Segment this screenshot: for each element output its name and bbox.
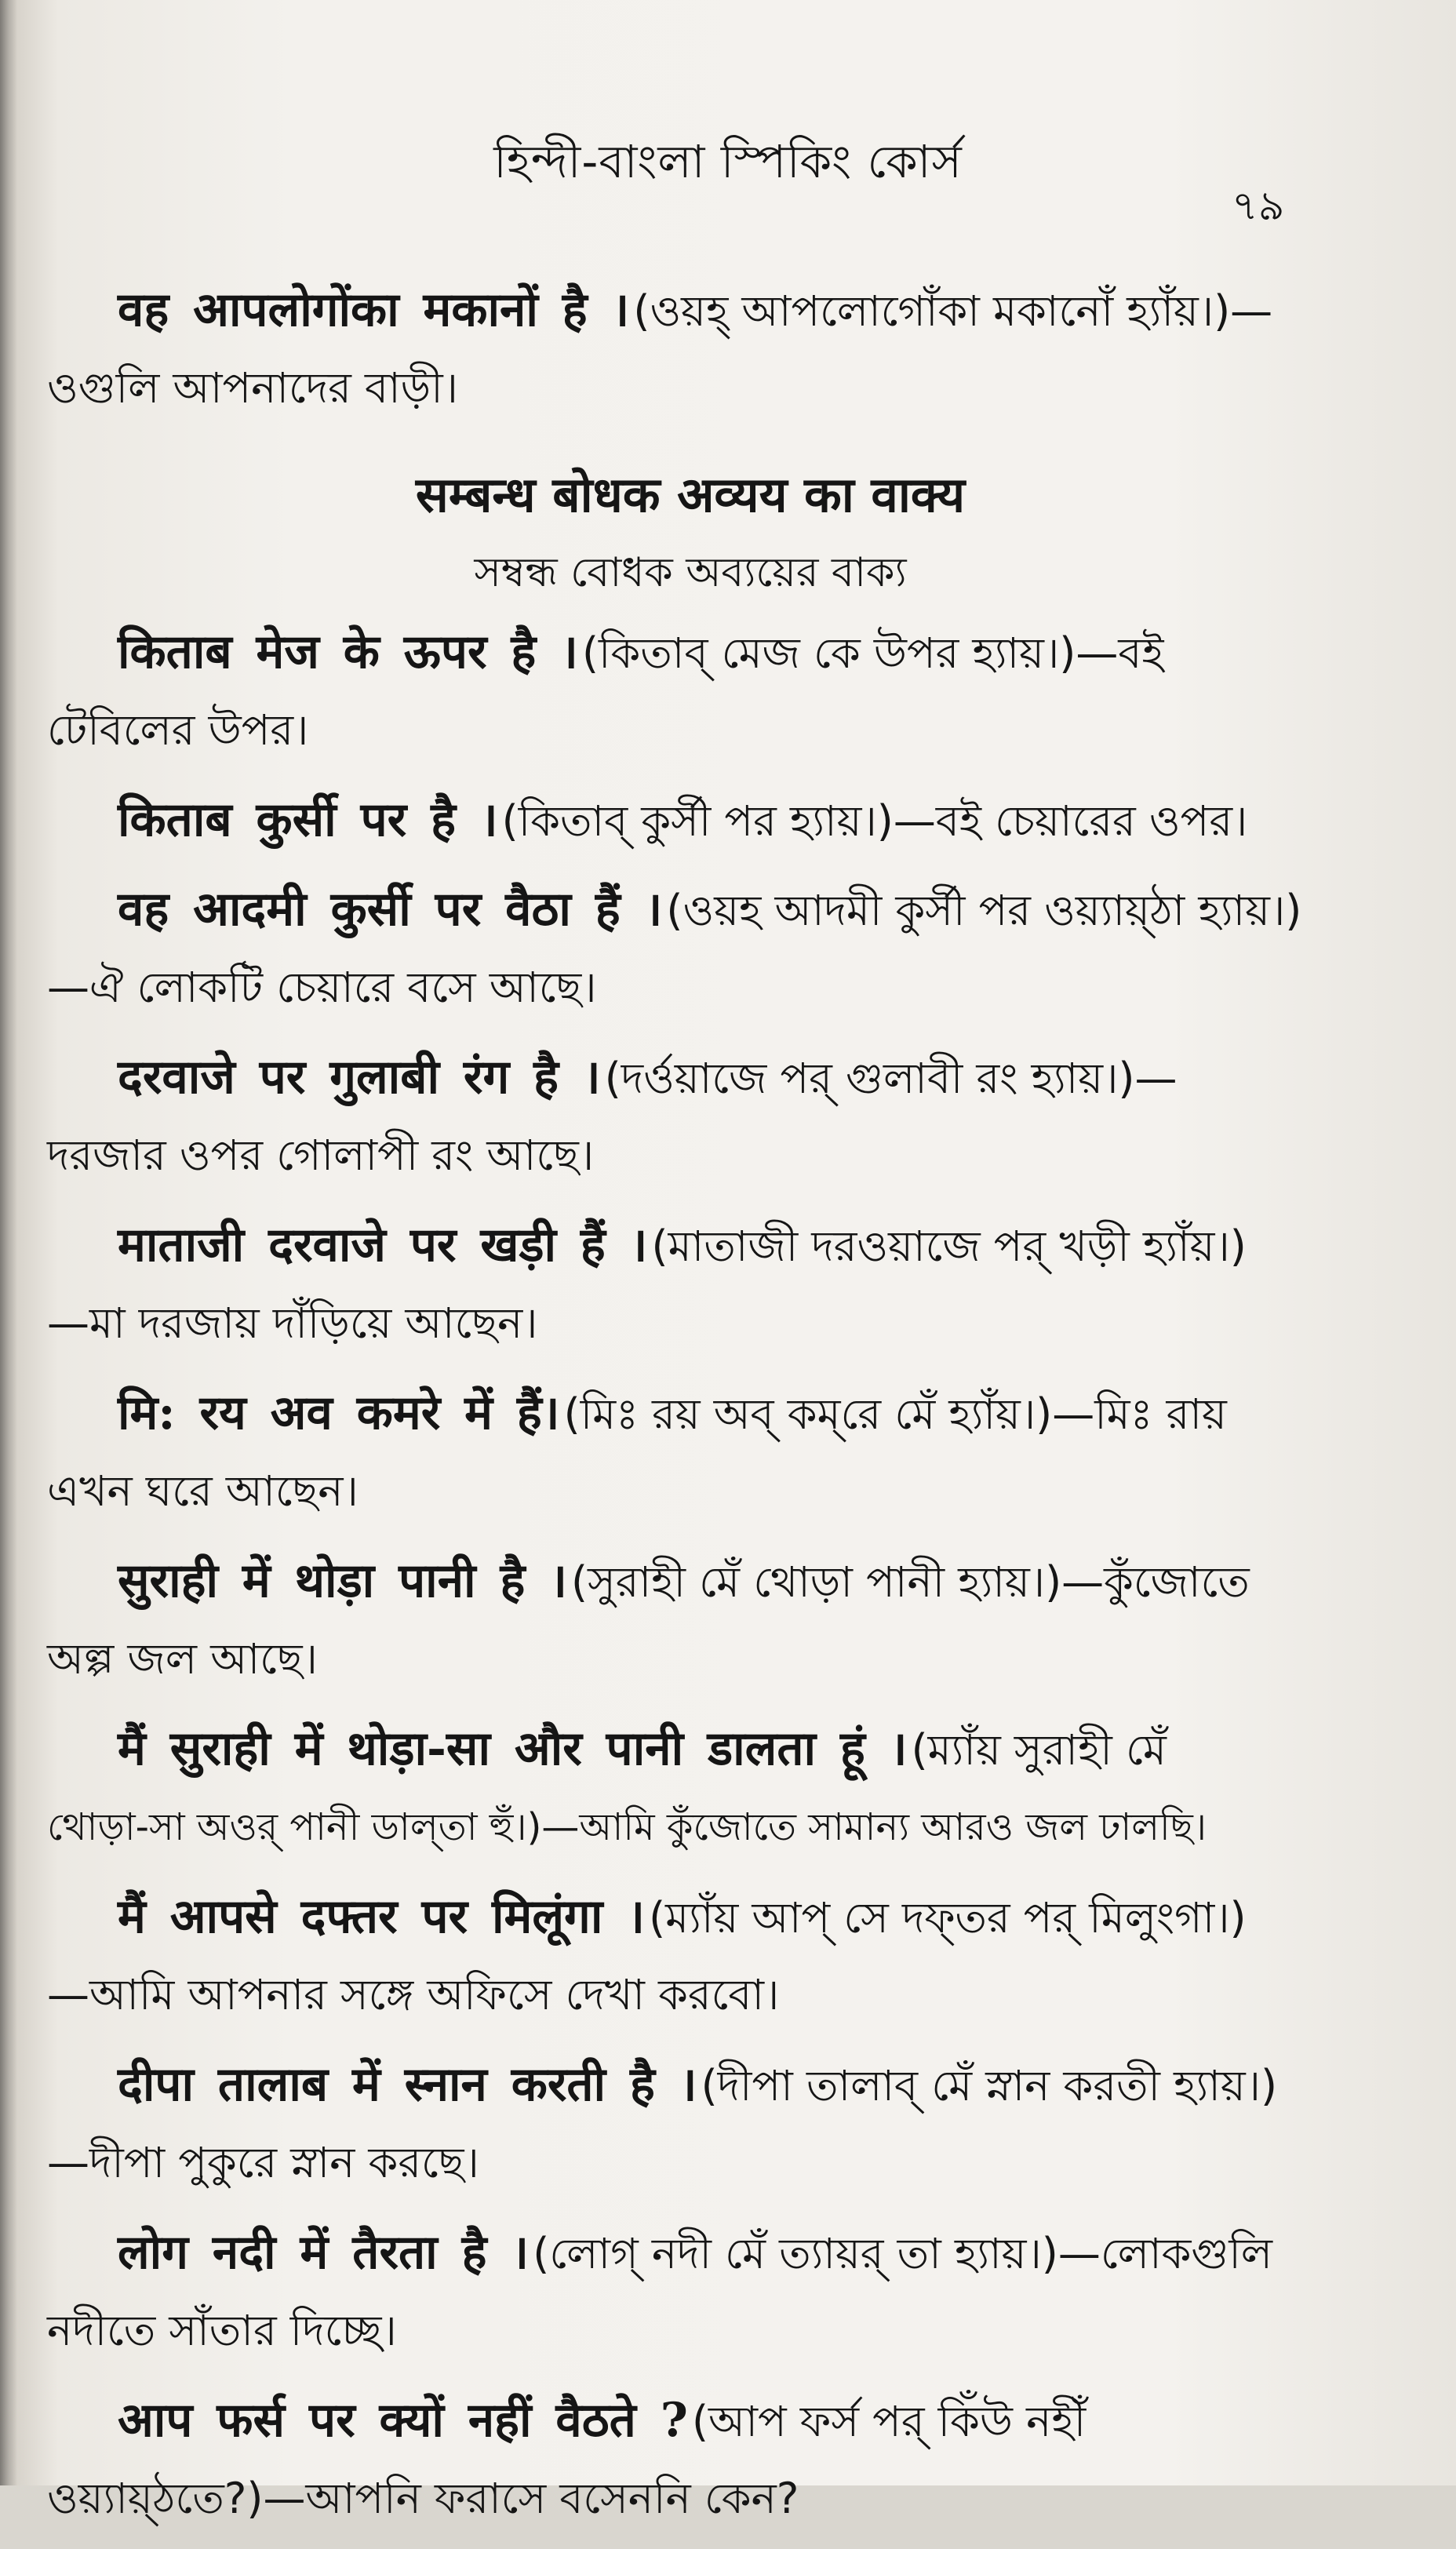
intro-sentence (47, 271, 1334, 428)
page-body (47, 271, 1334, 2549)
sentence-line-2 (47, 1284, 1334, 1363)
hindi-sentence: मि: रय अव कमरे में हैं। (118, 1386, 560, 1440)
bengali-translation: দরজার ওপর গোলাপী রং আছে। (47, 1131, 595, 1180)
binding-shadow (0, 0, 17, 2485)
intro-line-2 (47, 349, 1334, 428)
bengali-transliteration: (মিঃ রয় অব্ কম্‌রে মেঁ হ্যাঁয়।)—মিঃ রায় (563, 1389, 1227, 1439)
bengali-translation: —মা দরজায় দাঁড়িয়ে আছেন। (47, 1298, 538, 1348)
bengali-transliteration: (দীপা তালাব্ মেঁ স্নান করতী হ্যায়।) (701, 2061, 1278, 2110)
sentence-line-1 (47, 1542, 1334, 1620)
bengali-transliteration: (লোগ্ নদী মেঁ ত্যায়র্ তা হ্যায়।)—লোকগুলি (533, 2229, 1273, 2278)
sentence-line-1 (47, 1038, 1334, 1116)
bengali-translation: —দীপা পুকুরে স্নান করছে। (47, 2138, 479, 2187)
sentence-line-1 (47, 1877, 1334, 1956)
sentence-entry (47, 1877, 1334, 2034)
bengali-transliteration: (দর্ওয়াজে পর্ গুলাবী রং হ্যায়।)— (604, 1054, 1178, 1103)
sentence-line-2 (47, 2460, 1334, 2538)
bengali-translation: নদীতে সাঁতার দিচ্ছে। (47, 2306, 397, 2355)
sentence-line-2 (47, 1956, 1334, 2034)
bengali-transliteration: (ম্যাঁয় সুরাহী মেঁ (911, 1725, 1167, 1775)
sentence-entry (47, 613, 1334, 770)
bengali-translation: টেবিলের উপর। (47, 705, 309, 755)
bengali-translation: ওয়্যায়্‌ঠতে?)—আপনি ফরাসে বসেননি কেন? (47, 2474, 799, 2523)
bengali-transliteration: (কিতাব্ কুর্সী পর হ্যায়।)—বই চেয়ারের ওপর। (501, 796, 1248, 846)
page-number: ৭৯ (1232, 183, 1285, 230)
bengali-translation: থোড়া-সা অওর্ পানী ডাল্‌তা হুঁ।)—আমি কুঁজোতে সামান্য আরও জল ঢালছি। (47, 1805, 1207, 1849)
bengali-transliteration: (মাতাজী দরওয়াজে পর্ খড়ী হ্যাঁয়।) (651, 1222, 1247, 1271)
hindi-sentence: मैं सुराही में थोड़ा-सा और पानी डालता हूं । (118, 1721, 908, 1776)
bengali-transliteration: (কিতাব্ মেজ কে উপর হ্যায়।)—বই (581, 628, 1164, 678)
hindi-sentence: किताब मेज के ऊपर है । (118, 625, 578, 679)
sentence-list (47, 613, 1334, 2538)
hindi-sentence: किताब कुर्सी पर है । (118, 792, 498, 847)
intro-line-1 (47, 271, 1334, 349)
intro-translation: ওগুলি আপনাদের বাড়ী। (47, 363, 458, 413)
sentence-line-1 (47, 781, 1334, 859)
sentence-line-2 (47, 1116, 1334, 1195)
hindi-sentence: वह आदमी कुर्सी पर वैठा हैं । (118, 882, 663, 937)
sentence-entry (47, 781, 1334, 859)
hindi-sentence: मैं आपसे दफ्तर पर मिलूंगा । (118, 1889, 646, 1944)
section-title-hindi: सम्बन्ध बोधक अव्यय का वाक्य (415, 466, 966, 523)
sentence-line-2 (47, 1620, 1334, 1699)
sentence-line-1 (47, 870, 1334, 949)
sentence-line-2 (47, 2292, 1334, 2370)
sentence-line-1 (47, 2045, 1334, 2124)
sentence-line-2 (47, 1452, 1334, 1531)
intro-hindi: वह आपलोगोंका मकानों है । (118, 282, 630, 337)
sentence-line-1 (47, 1206, 1334, 1284)
bengali-transliteration: (আপ ফর্স পর্ কিঁউ নহীঁ (691, 2397, 1087, 2446)
sentence-line-2 (47, 1788, 1334, 1866)
hindi-sentence: माताजी दरवाजे पर खड़ी हैं । (118, 1218, 648, 1273)
sentence-line-1 (47, 1710, 1334, 1788)
hindi-sentence: सुराही में थोड़ा पानी है । (118, 1553, 567, 1608)
bengali-transliteration: (ম্যাঁয় আপ্ সে দফ্‌তর পর্ মিলুংগা।) (649, 1893, 1247, 1943)
running-title: হিন্দী-বাংলা স্পিকিং কোর্স (493, 135, 963, 188)
hindi-sentence: लोग नदी में तैरता है । (118, 2225, 530, 2280)
bengali-translation: এখন ঘরে আছেন। (47, 1466, 359, 1516)
sentence-line-2 (47, 2124, 1334, 2202)
bengali-translation: অল্প জল আছে। (47, 1634, 318, 1684)
sentence-entry (47, 1710, 1334, 1866)
sentence-line-2 (47, 691, 1334, 770)
sentence-entry (47, 2045, 1334, 2202)
hindi-sentence: दरवाजे पर गुलाबी रंग है । (118, 1050, 601, 1105)
sentence-entry (47, 1038, 1334, 1195)
sentence-entry (47, 870, 1334, 1027)
bengali-transliteration: (সুরাহী মেঁ থোড়া পানী হ্যায়।)—কুঁজোতে (571, 1557, 1250, 1607)
bengali-translation: —ঐ লোকটি চেয়ারে বসে আছে। (47, 963, 597, 1012)
intro-transliteration: (ওয়হ্ আপলোগোঁকা মকানোঁ হ্যাঁয়।)— (633, 286, 1273, 336)
sentence-line-1 (47, 1374, 1334, 1452)
sentence-entry (47, 1374, 1334, 1531)
sentence-entry (47, 2213, 1334, 2370)
sentence-entry (47, 2381, 1334, 2538)
sentence-line-1 (47, 2213, 1334, 2292)
bengali-transliteration: (ওয়হ আদমী কুর্সী পর ওয়্যায়্ঠা হ্যায়।) (666, 886, 1302, 935)
hindi-sentence: दीपा तालाब में स्नान करती है । (118, 2057, 697, 2112)
hindi-sentence: आप फर्स पर क्यों नहीं वैठते ? (118, 2393, 688, 2448)
section-title-bengali: সম্বন্ধ বোধক অব্যয়ের বাক্য (474, 549, 907, 596)
bengali-translation: —আমি আপনার সঙ্গে অফিসে দেখা করবো। (47, 1970, 780, 2019)
sentence-line-1 (47, 613, 1334, 691)
sentence-line-2 (47, 949, 1334, 1027)
sentence-entry (47, 1542, 1334, 1699)
sentence-line-1 (47, 2381, 1334, 2460)
sentence-entry (47, 1206, 1334, 1363)
